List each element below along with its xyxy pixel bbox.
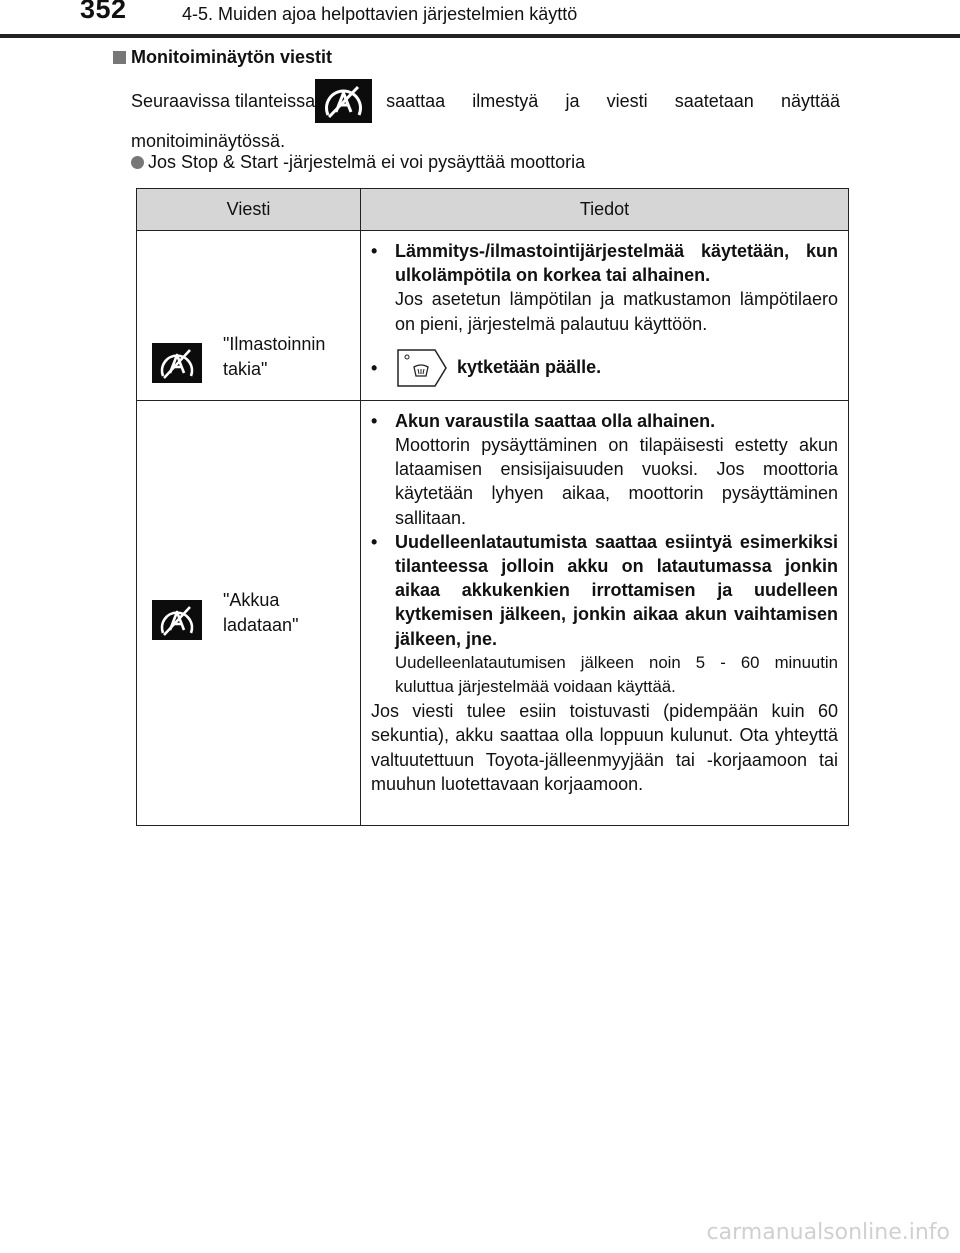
table-row [137, 231, 849, 401]
info-item-title: Uudelleenlatautumista saattaa esiintyä esimerkiksi tilanteessa jolloin akku on latautumassa jonkin aikaa akkukenkien irrottamisen ja uudelleen kytkemisen jälkeen, jonkin aikaa akun vaihtamisen jälkeen, jne. [395, 531, 838, 649]
intro-text-1: Seuraavissa tilanteissa [131, 91, 316, 111]
info-item-text: Jos asetetun lämpötilan ja matkustamon lämpötilaero on pieni, järjestelmä palautuu käyttöön. [395, 289, 838, 334]
watermark: carmanualsonline.info [706, 1220, 950, 1245]
stop-start-cancelled-icon [152, 343, 202, 383]
round-bullet-icon [131, 156, 144, 169]
info-item: • Lämmitys-/ilmastointijärjestelmää käytetään, kun ulkolämpötila on korkea tai alhainen. [371, 239, 838, 287]
header-divider [0, 34, 960, 38]
message-cell [137, 400, 361, 825]
info-item: • kytketään päälle. [371, 346, 838, 390]
message-label-line2: takia" [223, 359, 268, 379]
intro-text-3: monitoiminäytössä. [131, 131, 286, 151]
square-bullet-icon [113, 51, 126, 64]
info-note: Jos viesti tulee esiin toistuvasti (pidempään kuin 60 sekuntia), akku saattaa olla loppuun kulunut. Ota yhteyttä valtuutettuun Toyota-jälleenmyyjään tai -korjaamoon tai muuhun luotettavaan korjaamoon. [371, 701, 838, 794]
message-label-line1: "Ilmastoinnin [223, 334, 326, 354]
info-item-title [395, 346, 838, 390]
info-item: • Akun varaustila saattaa olla alhainen. [371, 409, 838, 433]
info-cell [361, 231, 849, 401]
table-row [137, 400, 849, 825]
header-title: 4-5. Muiden ajoa helpottavien järjestelmien käyttö [182, 4, 578, 24]
message-label-line2: ladataan" [223, 614, 299, 635]
table-header-row [137, 189, 849, 231]
message-label [223, 332, 325, 382]
stop-start-cancelled-icon [152, 600, 202, 640]
column-header-message: Viesti [137, 189, 361, 231]
message-table [136, 188, 849, 826]
info-item-title: Lämmitys-/ilmastointijärjestelmää käytetään, kun ulkolämpötila on korkea tai alhainen. [395, 241, 838, 286]
info-item-text: Moottorin pysäyttäminen on tilapäisesti estetty akun lataamisen ensisijaisuuden vuoksi. Jos moottoria käytetään lyhyen aikaa, moottorin pysäyttäminen sallitaan. [395, 435, 838, 528]
intro-text-2: saattaa ilmestyä ja viesti saatetaan näyttää [386, 91, 840, 111]
page-number: 352 [80, 0, 127, 24]
message-label [223, 588, 298, 638]
section-heading [113, 47, 332, 68]
info-item-title: Akun varaustila saattaa olla alhainen. [395, 410, 716, 431]
section-heading-text: Monitoiminäytön viestit [131, 47, 333, 67]
windshield-defogger-switch-icon [395, 346, 449, 390]
info-cell [361, 400, 849, 825]
message-cell [137, 231, 361, 401]
info-item-text: Uudelleenlatautumisen jälkeen noin 5 - 60 minuutin kuluttua järjestelmää voidaan käyttää. [395, 652, 838, 697]
condition-bullet [131, 152, 585, 173]
intro-paragraph [131, 78, 840, 158]
stop-start-cancelled-icon [315, 79, 372, 123]
page-header [0, 0, 960, 40]
condition-text: Jos Stop & Start -järjestelmä ei voi pysäyttää moottoria [148, 152, 586, 172]
message-label-line1: "Akkua [223, 589, 280, 610]
info-item-title-text: kytketään päälle. [457, 356, 602, 377]
column-header-info: Tiedot [361, 189, 849, 231]
info-item: • Uudelleenlatautumista saattaa esiintyä esimerkiksi tilanteessa jolloin akku on latautumassa jonkin aikaa akkukenkien irrottamisen ja uudelleen kytkemisen jälkeen, jonkin aikaa akun vaihtamisen jälkeen, jne. [371, 530, 838, 651]
